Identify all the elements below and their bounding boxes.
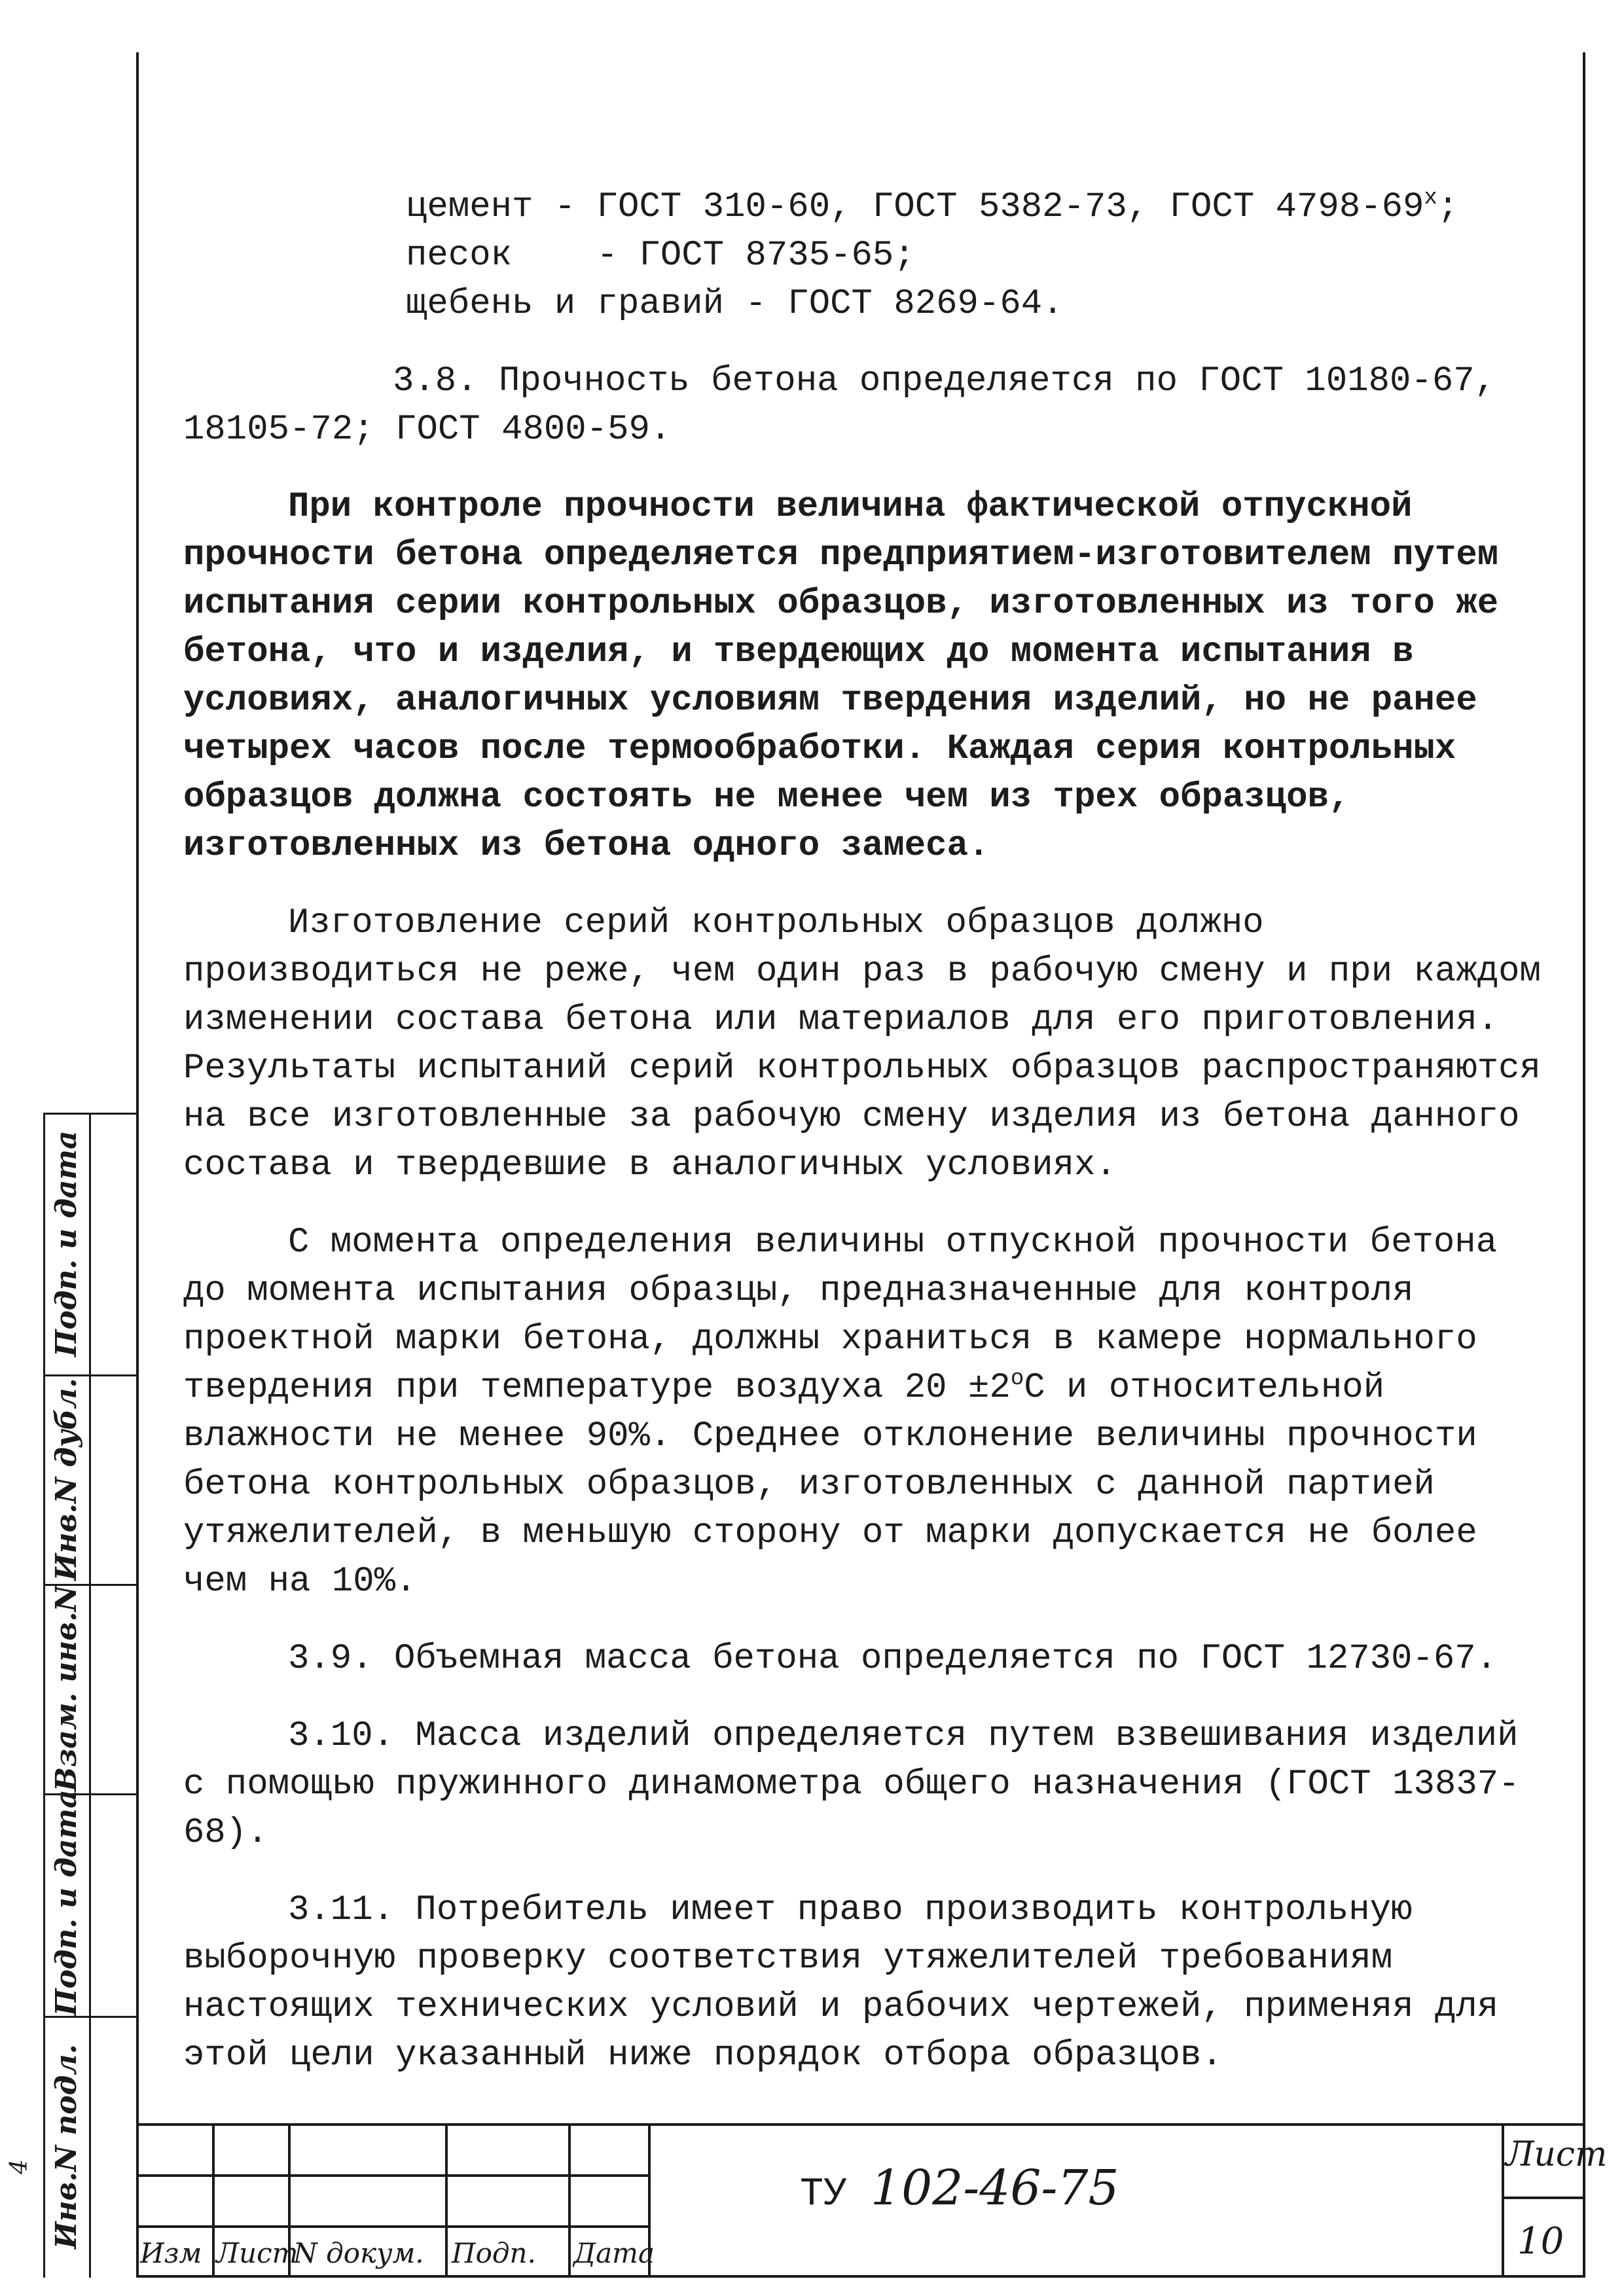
- section-3-11: 3.11. Потребитель имеет право производить контрольную выборочную проверку соответствия утяжелителей требованиям настоящих технических условий и рабочих чертежей, применяя для этой цели указанный ниже порядок отбора образцов.: [183, 1890, 1499, 2075]
- storage-text-b: С и относительной влажности не менее 90%. Среднее отклонение величины прочности бетона контрольных образцов, изготовленных с данной партией утяжелителей, в меньшую сторону от марки допускается не более чем на 10%.: [183, 1368, 1477, 1602]
- section-3-8: [183, 357, 1558, 454]
- tb-label-change: Изм: [140, 2237, 202, 2269]
- material-label: цемент: [406, 187, 533, 227]
- document-code: [800, 2160, 1119, 2217]
- tb-label-date: Дата: [573, 2237, 655, 2269]
- doc-number: 102-46-75: [871, 2160, 1119, 2216]
- tb-label-doc-number: N докум.: [293, 2237, 424, 2269]
- frame-left-border: [136, 52, 139, 2278]
- margin-label-sign-date-1: Подп. и дата: [50, 1789, 83, 2016]
- margin-label-inv-original: Инв.N подл.: [50, 2044, 83, 2250]
- tb-label-sheet: Лист: [216, 2237, 298, 2269]
- sheet-number: 10: [1517, 2220, 1564, 2263]
- margin-labels: [0, 1113, 93, 2278]
- paragraph-storage: [183, 1219, 1558, 1606]
- degree-sup: о: [1010, 1367, 1024, 1391]
- tb-sheet-divider: [1502, 2197, 1585, 2199]
- margin-label-sign-date-2: Подп. и дата: [50, 1130, 83, 1357]
- material-spec: - ГОСТ 8269-64.: [745, 284, 1064, 324]
- material-sand: [406, 232, 1558, 280]
- sheet-label: Лист: [1506, 2135, 1608, 2174]
- margin-label-inv-duplicate: Инв.N дубл.: [50, 1378, 83, 1581]
- tb-col-line: [212, 2123, 215, 2278]
- material-sup: х: [1424, 186, 1437, 211]
- storage-text-a: С момента определения величины отпускной прочности бетона до момента испытания образцы, предназначенные для контроля проектной марки бетона, должны храниться в камере нормального твердения при температуре воздуха 20 ±2: [183, 1223, 1498, 1408]
- document-body: [183, 183, 1558, 2080]
- tb-col-line: [136, 2123, 139, 2278]
- material-cement: [406, 183, 1558, 232]
- material-label: песок: [406, 236, 513, 276]
- frame-right-border: [1583, 52, 1585, 2278]
- tb-col-line: [568, 2123, 571, 2278]
- margin-number: 4: [5, 2159, 33, 2174]
- tb-sheet-col-line: [1502, 2123, 1504, 2278]
- doc-prefix: ТУ: [800, 2172, 848, 2217]
- margin-label-replace-inv: Взам. инв.N: [50, 1585, 83, 1792]
- material-label: щебень и гравий: [406, 284, 725, 324]
- paragraph-series: Изготовление серий контрольных образцов должно производиться не реже, чем один раз в рабочую смену и при каждом изменении состава бетона или материалов для его приготовления. Результаты испытаний серий контрольных образцов распространяются на все изготовленные за рабочую смену изделия из бетона данного состава и твердевшие в аналогичных условиях.: [183, 903, 1541, 1185]
- section-3-10: 3.10. Масса изделий определяется путем взвешивания изделий с помощью пружинного динамометра общего назначения (ГОСТ 13837-68).: [183, 1716, 1520, 1853]
- tb-label-signature: Подп.: [452, 2237, 536, 2269]
- material-spec: - ГОСТ 8735-65;: [596, 236, 915, 276]
- material-tail: ;: [1437, 187, 1459, 227]
- section-3-8-line2: 18105-72; ГОСТ 4800-59.: [183, 410, 672, 450]
- materials-list: [406, 183, 1558, 329]
- section-3-8-line1: 3.8. Прочность бетона определяется по ГОСТ 10180-67,: [393, 361, 1496, 401]
- paragraph-control: При контроле прочности величина фактической отпускной прочности бетона определяется предприятием-изготовителем путем испытания серии контрольных образцов, изготовленных из того же бетона, что и изделия, и твердеющих до момента испытания в условиях, аналогичных условиям твердения изделий, но не ранее четырех часов после термообработки. Каждая серия контрольных образцов должна состоять не менее чем из трех образцов, изготовленных из бетона одного замеса.: [183, 487, 1499, 866]
- tb-col-line: [445, 2123, 448, 2278]
- tb-top-line: [136, 2123, 1585, 2126]
- material-gravel: [406, 280, 1558, 329]
- section-3-9: 3.9. Объемная масса бетона определяется по ГОСТ 12730-67.: [288, 1639, 1498, 1679]
- material-spec: - ГОСТ 310-60, ГОСТ 5382-73, ГОСТ 4798-69: [554, 187, 1424, 227]
